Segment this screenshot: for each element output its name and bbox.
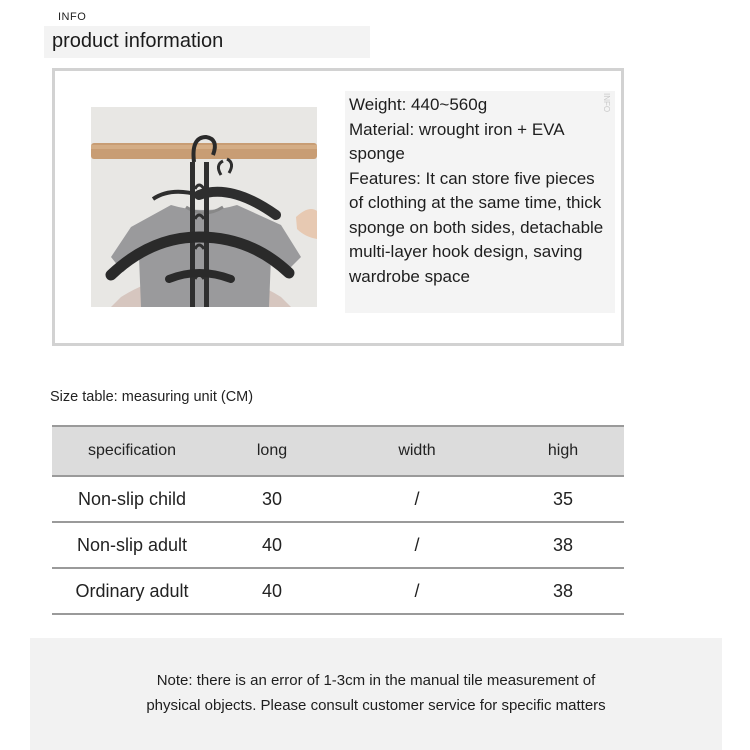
spec-weight: Weight: 440~560g [349, 95, 488, 114]
column-header-specification: specification [52, 426, 212, 476]
watermark: INFO [602, 93, 611, 113]
info-tag: INFO [58, 11, 87, 23]
cell-specification: Non-slip child [52, 476, 212, 522]
cell-specification: Ordinary adult [52, 568, 212, 614]
cell-high: 38 [502, 568, 624, 614]
table-row [52, 522, 624, 568]
column-header-high: high [502, 426, 624, 476]
column-header-long: long [212, 426, 332, 476]
spec-features: Features: It can store five pieces of clothing at the same time, thick sponge on both sides, detachable multi-layer hook design, saving wardrobe space [349, 168, 604, 286]
note-line-1: Note: there is an error of 1-3cm in the manual tile measurement of [156, 672, 596, 689]
cell-width: / [332, 476, 502, 522]
cell-high: 38 [502, 522, 624, 568]
product-info-box [52, 68, 624, 346]
cell-width: / [332, 568, 502, 614]
cell-long: 30 [212, 476, 332, 522]
table-row [52, 568, 624, 614]
table-header-row [52, 426, 624, 476]
size-table-caption: Size table: measuring unit (CM) [50, 389, 254, 405]
product-specs [345, 91, 615, 313]
note-box [30, 638, 722, 750]
cell-high: 35 [502, 476, 624, 522]
cell-specification: Non-slip adult [52, 522, 212, 568]
cell-long: 40 [212, 522, 332, 568]
cell-long: 40 [212, 568, 332, 614]
cell-width: / [332, 522, 502, 568]
table-row [52, 476, 624, 522]
spec-material: Material: wrought iron + EVA sponge [349, 119, 564, 163]
section-title: product information [44, 26, 370, 58]
product-photo [91, 107, 317, 307]
column-header-width: width [332, 426, 502, 476]
note-line-2: physical objects. Please consult customer service for specific matters [146, 697, 606, 714]
measurement-note [30, 668, 722, 718]
size-table [52, 425, 624, 615]
